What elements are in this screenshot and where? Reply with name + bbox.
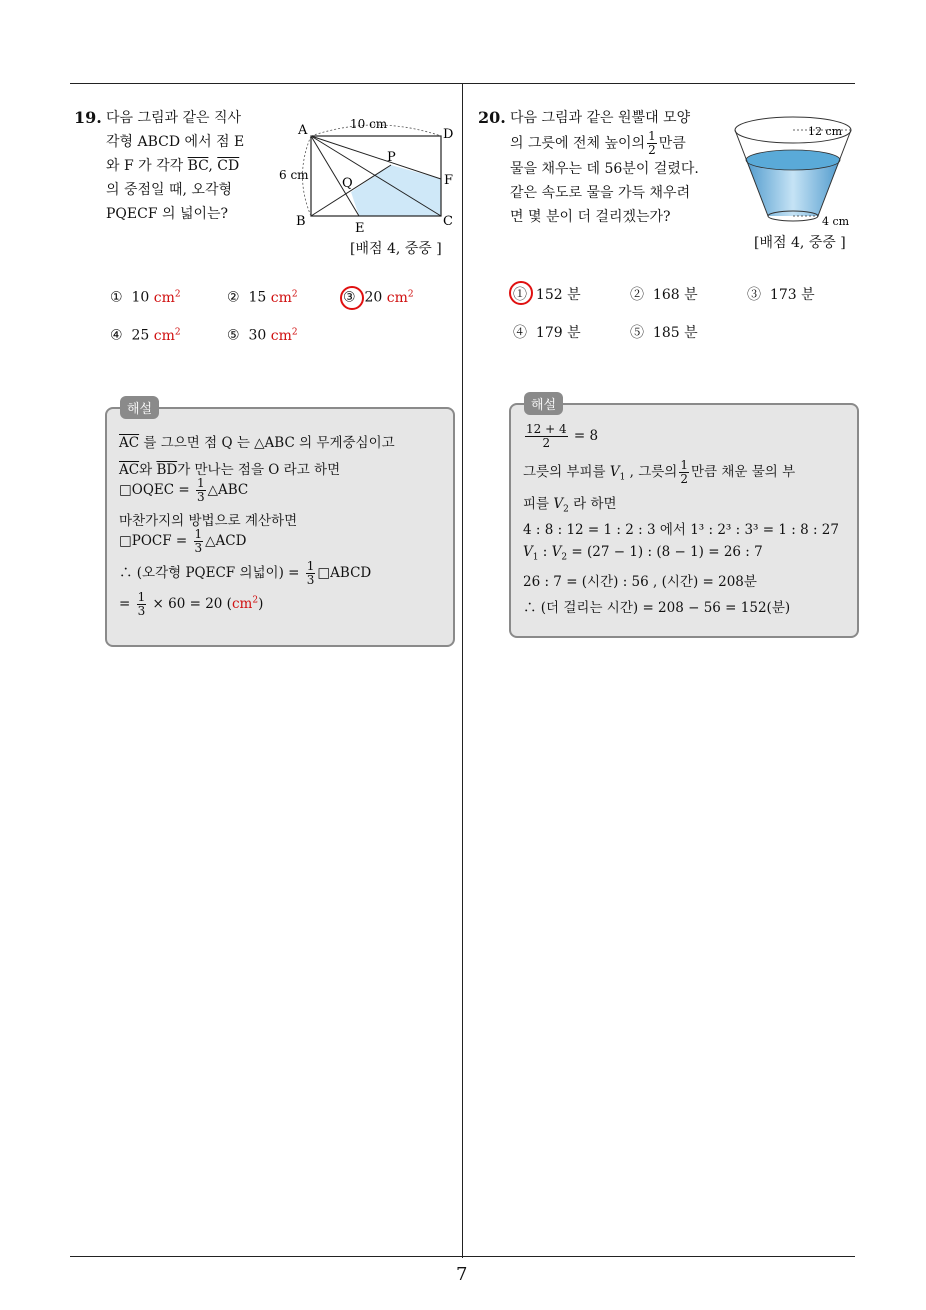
q19-line-5: PQECF 의 넓이는? xyxy=(106,206,229,222)
q19-sol-line-2: $\overline{AC}$와 $\overline{BD}$가 만나는 점을 O 라고 하면 xyxy=(119,462,341,478)
q20-line-1: 다음 그림과 같은 원뿔대 모양 xyxy=(510,110,691,126)
q19-solution-box xyxy=(105,407,455,647)
q20-sol-line-6: 26 : 7 = (시간) : 56 , (시간) = 208분 xyxy=(523,574,757,590)
q20-option-5[interactable]: ⑤ 185 분 xyxy=(630,325,698,341)
column-divider xyxy=(462,83,463,1258)
q19-figure xyxy=(276,112,458,236)
q19-sol-line-7: = $\frac{1}{3}$ × 60 = 20 $(cm^2)$ xyxy=(119,590,264,618)
q20-option-2[interactable]: ② 168 분 xyxy=(630,287,698,303)
label-d: D xyxy=(443,127,454,142)
q20-sol-line-5: $V_1$ : $V_2 = (27 - 1)$ : (8 − 1) = 26 : 7 xyxy=(523,544,763,563)
label-f: F xyxy=(444,173,454,188)
q19-option-3[interactable]: ③ 20 $cm^2$ xyxy=(343,289,414,306)
q20-sol-line-7: ∴ (더 걸리는 시간) = 208 − 56 = 152(분) xyxy=(523,600,791,616)
q20-sol-line-4: 4 : 8 : 12 = 1 : 2 : 3 에서 1³ : 2³ : 3³ = 1 : 8 : 27 xyxy=(523,522,839,538)
segment-cd: $\overline{CD}$ xyxy=(217,158,240,174)
q19-line-1: 다음 그림과 같은 직사 xyxy=(106,110,242,126)
q19-sol-line-3: □OQEC = $\frac{1}{3}$ △ABC xyxy=(119,476,249,504)
q20-sol-line-2: 그릇의 부피를 $V_1$ , 그릇의 $\frac{1}{2}$ 만큼 채운 물의 부 xyxy=(523,458,796,486)
q20-line-2: 의 그릇에 전체 높이의 $\frac{1}{2}$ 만큼 xyxy=(510,129,686,157)
q19-number: 19. xyxy=(74,108,102,127)
q20-solution-tag: 해설 xyxy=(524,392,563,415)
q19-sol-line-5: □POCF = $\frac{1}{3}$ △ACD xyxy=(119,527,247,555)
q20-text xyxy=(510,106,699,229)
q20-option-1[interactable]: ① 152 분 xyxy=(513,287,581,303)
q19-sol-line-6: ∴ (오각형 PQECF 의넓이) = $\frac{1}{3}$ □ABCD xyxy=(119,559,372,587)
label-12cm: 12 cm xyxy=(808,125,843,138)
q20-option-3[interactable]: ③ 173 분 xyxy=(747,287,815,303)
label-a: A xyxy=(298,123,308,138)
q20-figure xyxy=(726,108,860,232)
q19-option-5[interactable]: ⑤ 30 $cm^2$ xyxy=(227,327,298,344)
q20-solution-box xyxy=(509,403,859,638)
q20-line-4: 같은 속도로 물을 가득 채우려 xyxy=(510,185,691,201)
q19-line-3: 와 F 가 각각 $\overline{BC}$, $\overline{CD}$ xyxy=(106,158,240,174)
q19-text xyxy=(106,106,244,226)
bottom-rule xyxy=(70,1256,855,1257)
page-number: 7 xyxy=(456,1264,468,1285)
q20-line-3: 물을 채우는 데 56분이 걸렸다. xyxy=(510,161,699,177)
label-10cm: 10 cm xyxy=(350,117,388,131)
pentagon-shaded xyxy=(351,165,441,216)
q19-sol-line-4: 마찬가지의 방법으로 계산하면 xyxy=(119,513,298,529)
q19-line-2: 각형 ABCD 에서 점 E xyxy=(106,134,245,150)
label-e: E xyxy=(355,221,365,236)
label-p: P xyxy=(387,150,396,165)
q20-score: [배점 4, 중중 ] xyxy=(754,235,846,251)
q20-option-4[interactable]: ④ 179 분 xyxy=(513,325,581,341)
q20-sol-line-3: 피를 $V_2$ 라 하면 xyxy=(523,496,617,515)
label-6cm: 6 cm xyxy=(279,168,309,182)
label-q: Q xyxy=(342,176,353,191)
label-b: B xyxy=(296,214,306,229)
q19-option-2[interactable]: ② 15 $cm^2$ xyxy=(227,289,298,306)
q19-sol-line-1: $\overline{AC}$ 를 그으면 점 Q 는 △ABC 의 무게중심이고 xyxy=(119,435,395,451)
q19-line-4: 의 중점일 때, 오각형 xyxy=(106,182,232,198)
q19-option-4[interactable]: ④ 25 $cm^2$ xyxy=(110,327,181,344)
segment-bc: $\overline{BC}$ xyxy=(187,158,209,174)
q19-solution-tag: 해설 xyxy=(120,396,159,419)
q20-sol-line-1: $\frac{12 + 4}{2}$ = 8 xyxy=(526,422,599,450)
label-4cm: 4 cm xyxy=(822,215,850,228)
q19-option-1[interactable]: ① 10 $cm^2$ xyxy=(110,289,181,306)
label-c: C xyxy=(443,214,453,229)
q20-line-5: 면 몇 분이 더 걸리겠는가? xyxy=(510,209,671,225)
q19-score: [배점 4, 중중 ] xyxy=(350,241,442,257)
water-surface xyxy=(746,150,840,170)
segment-af xyxy=(311,136,441,179)
q20-number: 20. xyxy=(478,108,506,127)
